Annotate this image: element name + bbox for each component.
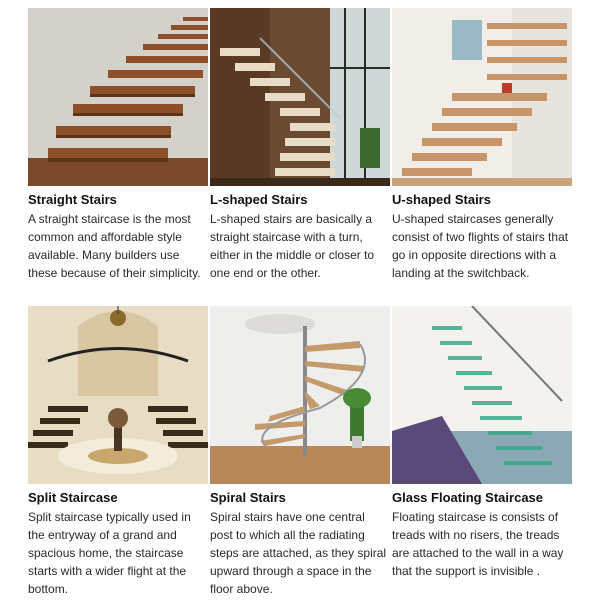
card-title: Glass Floating Staircase xyxy=(392,490,544,505)
u-shaped-stairs-photo xyxy=(392,8,572,186)
card-l-shaped-stairs xyxy=(210,8,390,282)
card-description: L-shaped stairs are basically a straight staircase with a turn, either in the middle or closer to one end or the other. xyxy=(210,212,375,280)
split-staircase-photo xyxy=(28,306,208,484)
card-description: U-shaped staircases generally consist of two flights of stairs that go in opposite directions with a landing at the switchback. xyxy=(392,212,569,280)
card-title: Spiral Stairs xyxy=(210,490,286,505)
card-straight-stairs xyxy=(28,8,208,282)
card-title: Straight Stairs xyxy=(28,192,117,207)
card-description: Spiral stairs have one central post to which all the radiating steps are attached, as they spiral upward through a space in the floor above. xyxy=(210,510,387,596)
card-spiral-stairs xyxy=(210,306,390,598)
l-shaped-stairs-photo xyxy=(210,8,390,186)
card-split-staircase xyxy=(28,306,208,598)
glass-floating-staircase-photo xyxy=(392,306,572,484)
card-title: L-shaped Stairs xyxy=(210,192,308,207)
spiral-stairs-photo xyxy=(210,306,390,484)
card-description: Floating staircase is consists of treads with no risers, the treads are attached to the wall in a way that the support is invisible . xyxy=(392,510,564,578)
card-u-shaped-stairs xyxy=(392,8,572,282)
card-title: U-shaped Stairs xyxy=(392,192,491,207)
card-glass-floating-staircase xyxy=(392,306,572,580)
card-title: Split Staircase xyxy=(28,490,118,505)
card-description: A straight staircase is the most common and affordable style available. Many builders use these because of their simplicity. xyxy=(28,212,201,280)
straight-stairs-photo xyxy=(28,8,208,186)
card-description: Split staircase typically used in the entryway of a grand and spacious home, the staircase starts with a wider flight at the bottom. xyxy=(28,510,191,596)
